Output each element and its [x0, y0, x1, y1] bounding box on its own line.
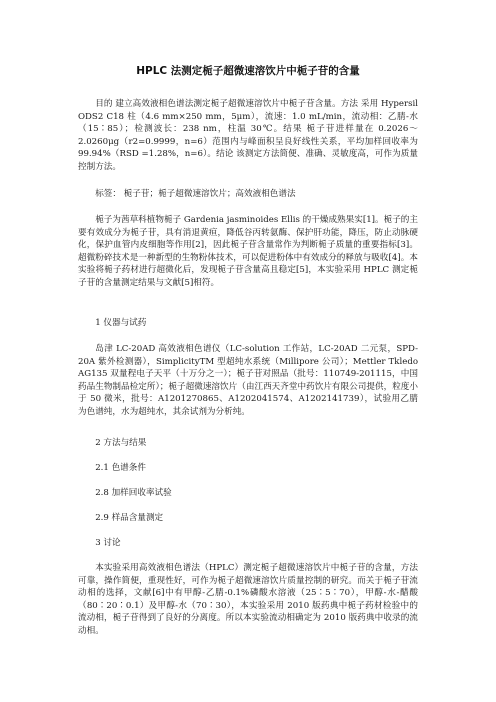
section-heading-2: 2 方法与结果 [95, 438, 147, 448]
keywords-line: 标签： 栀子苷；栀子超微速溶饮片；高效液相色谱法 [95, 189, 296, 199]
discussion-paragraph: 本实验采用高效液相色谱法（HPLC）测定栀子超微速溶饮片中栀子苷的含量，方法可靠，操作简便，重现性好，可作为栀子超微速溶饮片质量控制的研究。而关于栀子苷流动相的选择，文献[6]中有甲醇-乙腈-0.1%磷酸水溶液（25∶5∶70），甲醇-水-醋酸（80∶20∶0.1）及甲醇-水（70∶30），本实验采用 2010 版药典中栀子药材检验中的流动相，栀子苷得到了良好的分离度。所以本实验流动相确定为 2010 版药典中收录的流动相。 [78, 563, 418, 636]
instruments-paragraph: 岛津 LC-20AD 高效液相色谱仪（LC-solution 工作站，LC-20AD 二元泵，SPD-20A 紫外检测器），SimplicityTM 型超纯水系统（Millipore 公司）；Mettler Tkledo AG135 双量程电子天平（十万分之一）；栀子苷对照品（批号：110749-201115，中国药品生物制品检定所）；栀子超微速溶饮片（由江西天齐堂中药饮片有限公司提供，粒度小于 50 微米，批号：A1201270865、A1202041574、A1202141739），试验用乙腈为色谱纯，水为超纯水，其余试剂为分析纯。 [78, 344, 418, 417]
section-heading-1: 1 仪器与试药 [95, 318, 147, 328]
abstract-paragraph: 目的 建立高效液相色谱法测定栀子超微速溶饮片中栀子苷含量。方法 采用 Hypersil ODS2 C18 柱（4.6 mm×250 mm，5μm），流速：1.0 mL/min，流动相：乙腈-水（15∶85）；检测波长：238 nm，柱温 30℃。结果 栀子苷进样量在 0.2026～ 2.0260μg（r2=0.9999，n=6）范围内与峰面积呈良好线性关系，平均加样回收率为 99.94%（RSD =1.28%，n=6）。结论 该测定方法简便、准确、灵敏度高，可作为质量控制方法。 [78, 99, 418, 172]
subsection-heading-2-8: 2.8 加样回收率试验 [95, 488, 172, 498]
introduction-paragraph: 栀子为茜草科植物栀子 Gardenia jasminoides Ellis 的干燥成熟果实[1]。栀子的主要有效成分为栀子苷，具有消退黄疸，降低谷丙转氨酶、保护肝功能，降压，防止动脉硬化，保护血管内皮细胞等作用[2]，因此栀子苷含量常作为判断栀子质量的重要指标[3]。超微粉碎技术是一种新型的生物粉体技术，可以促进粉体中有效成分的释放与吸收[4]。本实验将栀子药材进行超微化后，发现栀子苷含量高且稳定[5]，本实验采用 HPLC 测定栀子苷的含量测定结果与文献[5]相符。 [78, 215, 418, 288]
subsection-heading-2-9: 2.9 样品含量测定 [95, 513, 164, 523]
paper-title: HPLC 法测定栀子超微速溶饮片中栀子苷的含量 [136, 65, 360, 77]
subsection-heading-2-1: 2.1 色谱条件 [95, 463, 146, 473]
section-heading-3: 3 讨论 [95, 538, 121, 548]
